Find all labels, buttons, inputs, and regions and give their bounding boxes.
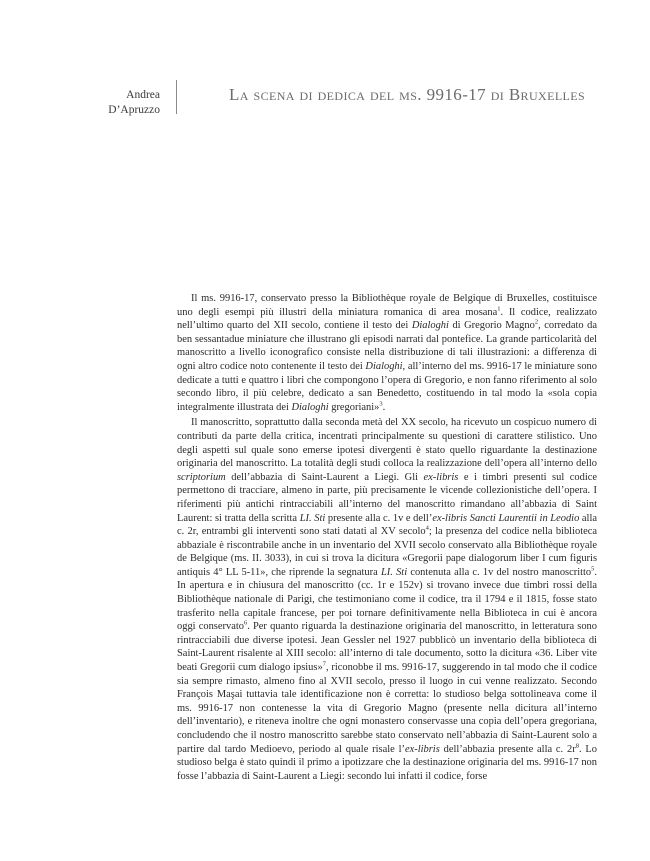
text-run: . In apertura e in chiusura del manoscritto (cc. 1r e 152v) si trovano invece due timbri rossi della Bibliothèque nationale di Parigi, che testimoniano come il codice, tra il 1794 e il 1815, fosse stato trasferito nella capitale francese, per poi tornare definitivamente nella Biblioteca in cui è ancora oggi conservato	[177, 566, 597, 633]
italic-text: Dialoghi	[411, 320, 449, 332]
footnote-ref[interactable]: 3	[379, 400, 383, 408]
article-body	[177, 292, 597, 783]
text-run: presente alla c. 1v e dell’	[325, 512, 433, 524]
text-run: , corredato da ben sessantadue miniature che illustrano gli episodi narrati dal pontefice. La grande particolarità del manoscritto a livello iconografico consiste nella distribuzione di tali illustrazioni: a differenza di ogni altro codice noto contenente il testo dei	[177, 320, 597, 372]
text-run: alla c. 2r, entrambi gli interventi sono stati datati al XV secolo	[177, 512, 597, 538]
running-title: La scena di dedica del ms. 9916-17 di Bruxelles	[229, 85, 586, 104]
author-name	[60, 88, 160, 118]
italic-text: Dialoghi	[291, 401, 329, 413]
body-paragraph	[177, 292, 597, 414]
text-run: ; la presenza del codice nella biblioteca abbaziale è riscontrabile anche in un inventario del XVII secolo conservato alla Bibliothèque royale de Belgique (ms. II. 3033), in cui si trova la dicitura «Gregorii pape dialogorum liber I cum figuris antiquis 4° LL 5-11», che riprende la segnatura	[177, 526, 597, 578]
text-run: , riconobbe il ms. 9916-17, suggerendo in tal modo che il codice sia sempre rimasto, almeno fino al XVII secolo, presso il luogo in cui venne realizzato. Secondo François Maşai tuttavia tale identificazione non è corretta: lo studioso belga sottolineava come il ms. 9916-17 non contenesse la vita di Gregorio Magno (presente nella dicitura all’interno dell’inventario), e riteneva inoltre che ogni monastero conservasse una copia dell’opera gregoriana, concludendo che il nostro manoscritto sarebbe stato conservato nell’abbazia di Saint-Laurent solo a partire dal tardo Medioevo, periodo al quale risale l’	[177, 662, 597, 755]
text-run: .	[382, 401, 386, 413]
footnote-ref[interactable]: 8	[575, 742, 579, 750]
italic-text: Dialoghi	[365, 360, 403, 372]
text-run: contenuta alla c. 1v del nostro manoscritto	[407, 566, 592, 578]
text-run: Il manoscritto, soprattutto dalla seconda metà del XX secolo, ha ricevuto un cospicuo numero di contributi da parte della critica, incentrati principalmente su questioni di carattere stilistico. Uno degli aspetti sul quale sono emerse ipotesi divergenti è stato quello riguardante la destinazione originaria del manoscritto. La totalità degli studi colloca la realizzazione dell’opera all’interno dello	[177, 417, 597, 470]
italic-text: ex-libris	[423, 471, 459, 483]
body-paragraph	[177, 416, 597, 783]
footnote-ref[interactable]: 5	[591, 565, 595, 573]
text-run: e i timbri presenti sul codice permettono di tracciare, almeno in parte, più precisamente le vicende collezionistiche dell’opera. I riferimenti più antichi rintracciabili all’interno del manoscritto rimandano all’abbazia di Saint Laurent: si tratta della scritta	[177, 471, 597, 524]
italic-text: LI. Sti	[299, 512, 326, 524]
italic-text: LI. Sti	[380, 566, 408, 578]
text-run: dell’abbazia presente alla c. 2r	[439, 743, 576, 755]
author-first-name: Andrea	[126, 89, 160, 101]
text-run: . Per quanto riguarda la destinazione originaria del manoscritto, in letteratura sono rintracciabili due diverse ipotesi. Jean Gessler nel 1927 pubblicò un inventario della biblioteca di Saint-Laurent risalente al XIII secolo: all’interno di tale documento, sotto la dicitura «36. Liber vite beati Gregorii cum dialogo ipsius»	[177, 621, 597, 674]
text-run: gregoriani»	[328, 401, 380, 413]
footnote-ref[interactable]: 1	[497, 305, 501, 313]
text-run: Il ms. 9916-17, conservato presso la Bibliothèque royale de Belgique di Bruxelles, costituisce uno degli esempi più illustri della miniatura romanica di area mosana	[177, 293, 597, 318]
text-run: dell’abbazia di Saint-Laurent a Liegi. Gli	[225, 471, 424, 483]
italic-text: ex-libris	[404, 743, 440, 755]
text-run: di Gregorio Magno	[448, 320, 535, 332]
footnote-ref[interactable]: 7	[322, 660, 326, 668]
author-last-name: D’Apruzzo	[108, 104, 160, 116]
italic-text: scriptorium	[177, 471, 226, 483]
text-run: , all’interno del ms. 9916-17 le miniature sono dedicate a tutti e quattro i libri che compongono l’opera di Gregorio, e non fanno riferimento al solo secondo libro, il più celebre, dedicato a san Benedetto, costituendo in tal modo la «sola copia integralmente illustrata dei	[177, 360, 597, 413]
italic-text: ex-libris Sancti Laurentii in Leodio	[432, 512, 580, 524]
text-run: . Il codice, realizzato nell’ultimo quarto del XII secolo, contiene il testo dei	[177, 306, 598, 332]
header-divider	[176, 80, 177, 114]
footnote-ref[interactable]: 6	[243, 619, 248, 627]
text-run: . Lo studioso belga è stato quindi il primo a ipotizzare che la destinazione originaria del ms. 9916-17 non fosse l’abbazia di Saint-Laurent a Liegi: secondo lui infatti il codice, forse	[177, 743, 597, 782]
footnote-ref[interactable]: 2	[534, 318, 539, 326]
footnote-ref[interactable]: 4	[425, 524, 429, 532]
